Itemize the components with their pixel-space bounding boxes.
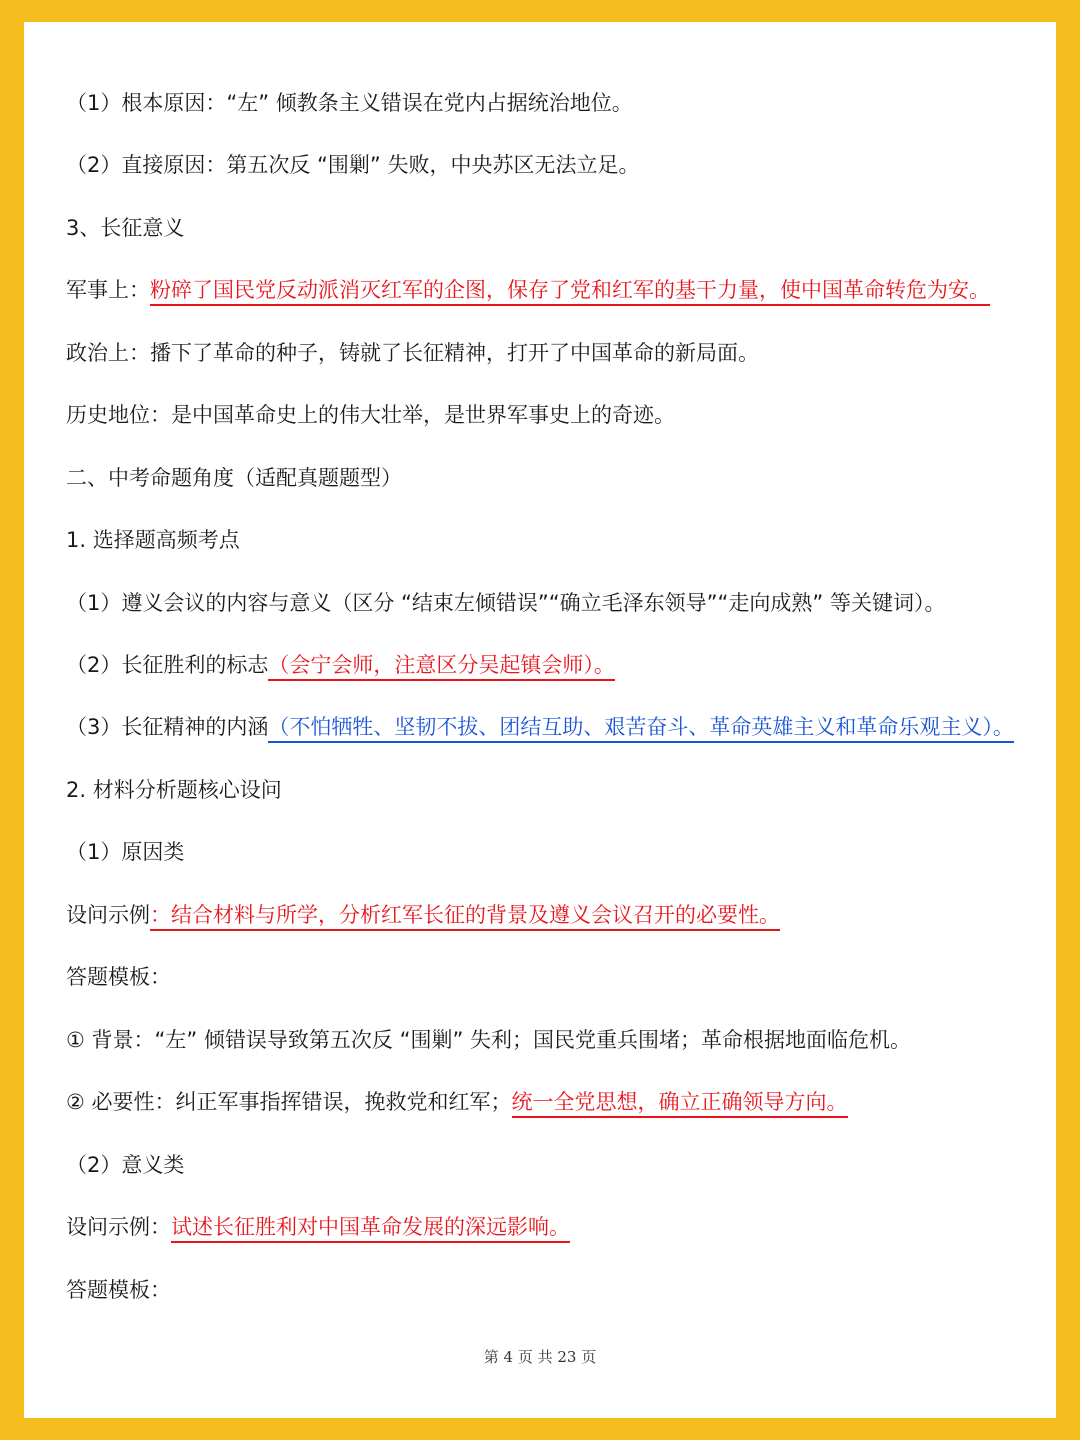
military-label: 军事上： xyxy=(66,278,150,302)
text-line-question-example-1 xyxy=(66,900,780,930)
text-line-victory-sign xyxy=(66,650,615,680)
text-line-military xyxy=(66,275,990,305)
text-line-political: 政治上：播下了革命的种子，铸就了长征精神，打开了中国革命的新局面。 xyxy=(66,341,759,365)
text-line-necessity xyxy=(66,1087,848,1117)
victory-sign-highlight: （会宁会师，注意区分吴起镇会师）。 xyxy=(268,653,615,681)
page-number-footer: 第 4 页 共 23 页 xyxy=(483,1348,597,1366)
question-example-2-label: 设问示例： xyxy=(66,1215,171,1239)
section-heading-long-march-significance: 3、长征意义 xyxy=(66,216,185,240)
spirit-highlight: （不怕牺牲、坚韧不拔、团结互助、艰苦奋斗、革命英雄主义和革命乐观主义）。 xyxy=(268,715,1014,743)
text-line-answer-template-2: 答题模板： xyxy=(66,1278,171,1302)
subheading-material-analysis: 2. 材料分析题核心设问 xyxy=(66,778,282,802)
question-example-1-label: 设问示例 xyxy=(66,903,150,927)
victory-sign-label: （2）长征胜利的标志 xyxy=(66,653,269,677)
necessity-label: ② 必要性：纠正军事指挥错误，挽救党和红军； xyxy=(66,1090,512,1114)
military-highlight: 粉碎了国民党反动派消灭红军的企图，保存了党和红军的基干力量，使中国革命转危为安。 xyxy=(150,278,990,306)
text-line-background: ① 背景：“左” 倾错误导致第五次反 “围剿” 失利；国民党重兵围堵；革命根据地面临危机。 xyxy=(66,1028,912,1052)
document-page xyxy=(24,22,1056,1418)
subheading-significance-type: （2）意义类 xyxy=(66,1153,185,1177)
text-line-zunyi-meeting: （1）遵义会议的内容与意义（区分 “结束左倾错误”“确立毛泽东领导”“走向成熟” 等关键词）。 xyxy=(66,591,946,615)
text-line-historical-status: 历史地位：是中国革命史上的伟大壮举，是世界军事史上的奇迹。 xyxy=(66,403,675,427)
text-line-answer-template-1: 答题模板： xyxy=(66,965,171,989)
text-line-root-cause: （1）根本原因：“左” 倾教条主义错误在党内占据统治地位。 xyxy=(66,91,633,115)
question-example-1-highlight: ：结合材料与所学，分析红军长征的背景及遵义会议召开的必要性。 xyxy=(150,903,780,931)
text-line-spirit-connotation xyxy=(66,712,1014,742)
text-line-question-example-2 xyxy=(66,1212,570,1242)
necessity-highlight: 统一全党思想，确立正确领导方向。 xyxy=(512,1090,848,1118)
question-example-2-highlight: 试述长征胜利对中国革命发展的深远影响。 xyxy=(171,1215,570,1243)
subheading-reason-type: （1）原因类 xyxy=(66,840,185,864)
section-heading-exam-angles: 二、中考命题角度（适配真题题型） xyxy=(66,466,402,490)
subheading-choice-questions: 1. 选择题高频考点 xyxy=(66,528,240,552)
spirit-label: （3）长征精神的内涵 xyxy=(66,715,269,739)
text-line-direct-cause: （2）直接原因：第五次反 “围剿” 失败，中央苏区无法立足。 xyxy=(66,153,640,177)
